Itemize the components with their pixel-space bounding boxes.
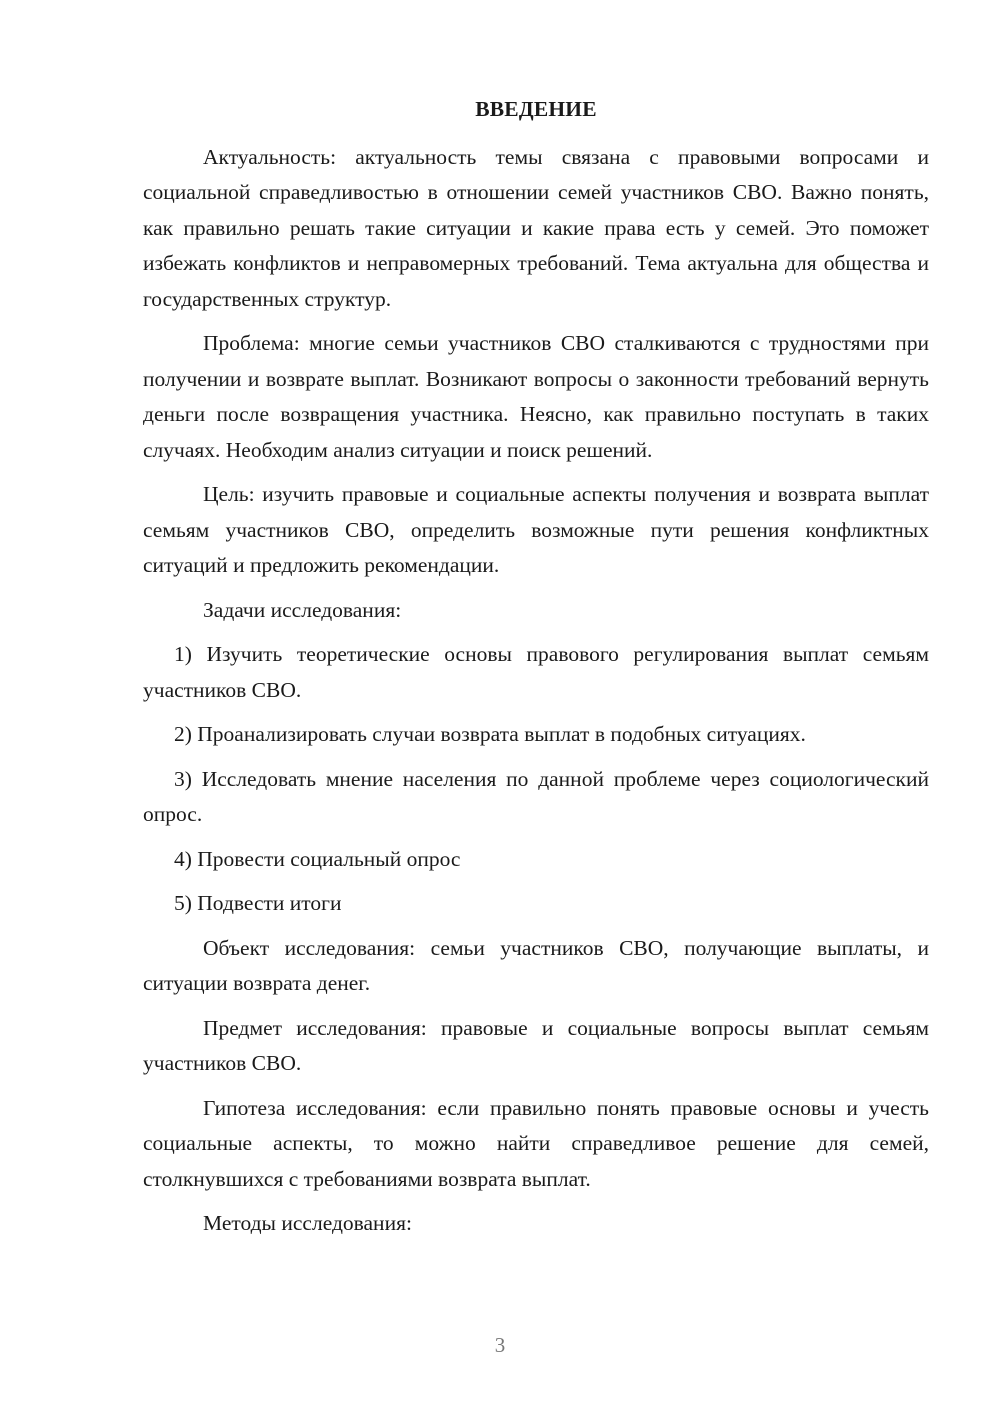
- paragraph-relevance: Актуальность: актуальность темы связана с правовыми вопросами и социальной справедливостью в отношении семей участников СВО. Важно понять, как правильно решать такие ситуации и какие права есть у семей. Это поможет избежать конфликтов и неправомерных требований. Тема актуальна для общества и государственных структур.: [143, 144, 929, 311]
- list-item-task-2: 2) Проанализировать случаи возврата выплат в подобных ситуациях.: [174, 722, 806, 746]
- paragraph-hypothesis: Гипотеза исследования: если правильно понять правовые основы и учесть социальные аспекты, то можно найти справедливое решение для семей, столкнувшихся с требованиями возврата выплат.: [143, 1095, 929, 1191]
- paragraph-tasks-heading: Задачи исследования:: [203, 597, 402, 622]
- page-number: 3: [494, 1333, 506, 1357]
- list-item-task-4: 4) Провести социальный опрос: [174, 846, 461, 871]
- list-item-task-3: 3) Исследовать мнение населения по данной проблеме через социологический опрос.: [143, 766, 929, 826]
- list-item-task-1: 1) Изучить теоретические основы правового регулирования выплат семьям участников СВО.: [143, 642, 929, 702]
- paragraph-problem: Проблема: многие семьи участников СВО сталкиваются с трудностями при получении и возврате выплат. Возникают вопросы о законности требований вернуть деньги после возвращения участника. Неясно, как правильно поступать в таких случаях. Необходим анализ ситуации и поиск решений.: [143, 331, 929, 462]
- list-item-task-5: 5) Подвести итоги: [174, 891, 342, 915]
- paragraph-subject: Предмет исследования: правовые и социальные вопросы выплат семьям участников СВО.: [143, 1015, 929, 1075]
- paragraph-goal: Цель: изучить правовые и социальные аспекты получения и возврата выплат семьям участников СВО, определить возможные пути решения конфликтных ситуаций и предложить рекомендации.: [143, 482, 929, 577]
- paragraph-methods: Методы исследования:: [203, 1211, 412, 1235]
- document-page: [143, 92, 929, 1251]
- section-title: ВВЕДЕНИЕ: [475, 97, 597, 121]
- paragraph-object: Объект исследования: семьи участников СВО, получающие выплаты, и ситуации возврата денег.: [143, 935, 929, 995]
